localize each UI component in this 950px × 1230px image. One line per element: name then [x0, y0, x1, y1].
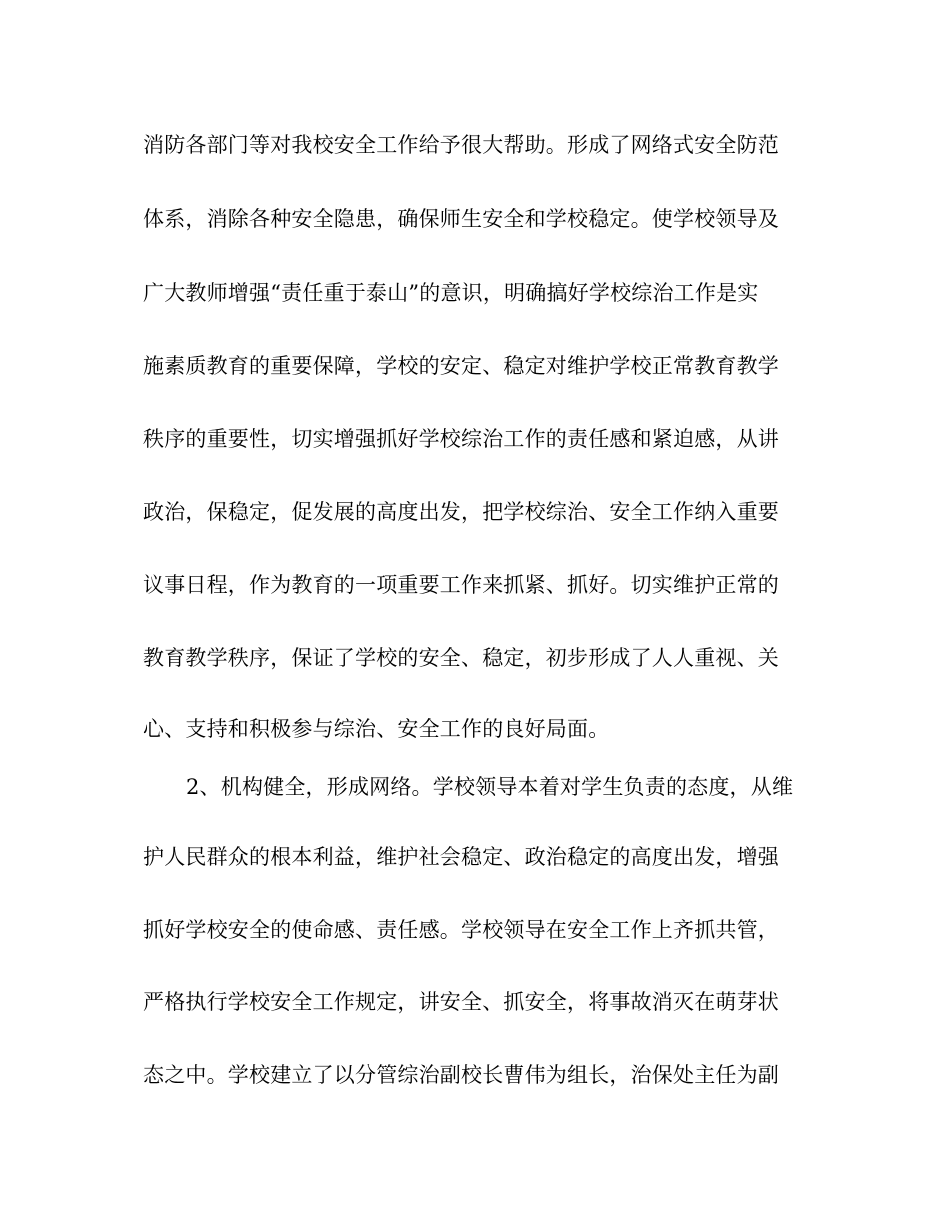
paragraph-first-line: 2、机构健全，形成网络。学校领导本着对学生负责的态度，从维: [186, 775, 794, 799]
text-line: 议事日程，作为教育的一项重要工作来抓紧、抓好。切实维护正常的: [143, 573, 779, 597]
text-line: 严格执行学校安全工作规定，讲安全、抓安全，将事故消灭在萌芽状: [143, 990, 779, 1014]
text-line: 心、支持和积极参与综治、安全工作的良好局面。: [143, 717, 610, 741]
text-line: 秩序的重要性，切实增强抓好学校综治工作的责任感和紧迫感，从讲: [143, 427, 779, 451]
text-line: 教育教学秩序，保证了学校的安全、稳定，初步形成了人人重视、关: [143, 646, 779, 670]
text-line: 抓好学校安全的使命感、责任感。学校领导在安全工作上齐抓共管，: [143, 918, 779, 942]
text-line: 广大教师增强“责任重于泰山”的意识，明确搞好学校综治工作是实: [143, 281, 759, 305]
text-line: 态之中。学校建立了以分管综治副校长曹伟为组长，治保处主任为副: [143, 1063, 779, 1087]
text-line: 消防各部门等对我校安全工作给予很大帮助。形成了网络式安全防范: [143, 133, 779, 157]
text-line: 政治，保稳定，促发展的高度出发，把学校综治、安全工作纳入重要: [143, 500, 779, 524]
text-line: 体系，消除各种安全隐患，确保师生安全和学校稳定。使学校领导及: [143, 207, 779, 231]
text-line: 护人民群众的根本利益，维护社会稳定、政治稳定的高度出发，增强: [143, 845, 779, 869]
text-line: 施素质教育的重要保障，学校的安定、稳定对维护学校正常教育教学: [143, 354, 779, 378]
